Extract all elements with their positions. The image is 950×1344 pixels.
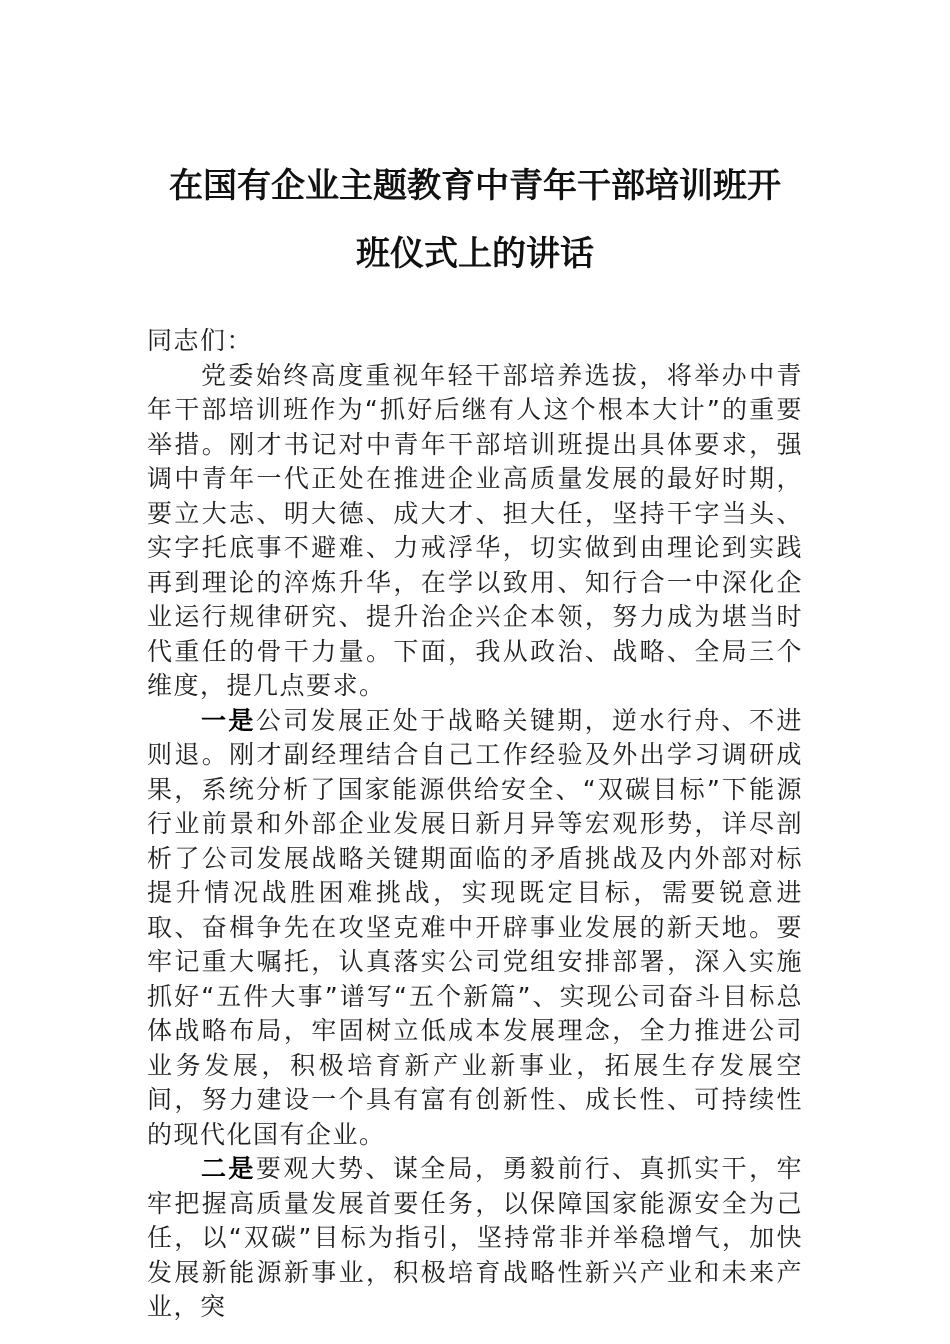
paragraph-1: [147, 359, 803, 704]
paragraph-1-text: 党委始终高度重视年轻干部培养选拔，将举办中青年干部培训班作为“抓好后继有人这个根本大计”的重要举措。刚才书记对中青年干部培训班提出具体要求，强调中青年一代正处在推进企业高质量发展的最好时期，要立大志、明大德、成大才、担大任，坚持干字当头、实字托底事不避难、力戒浮华，切实做到由理论到实践再到理论的淬炼升华，在学以致用、知行合一中深化企业运行规律研究、提升治企兴企本领，努力成为堪当时代重任的骨干力量。下面，我从政治、战略、全局三个维度，提几点要求。: [147, 360, 803, 700]
document-title-line-2: 班仪式上的讲话: [356, 234, 594, 274]
salutation: 同志们：: [147, 326, 254, 355]
paragraph-3: [147, 1152, 803, 1325]
paragraph-3-text: 要观大势、谋全局，勇毅前行、真抓实干，牢牢把握高质量发展首要任务，以保障国家能源安全为己任，以“双碳”目标为指引，坚持常非并举稳增气，加快发展新能源新事业，积极培育战略性新兴产业和未来产业，突: [147, 1154, 803, 1321]
paragraph-2: [147, 704, 803, 1153]
paragraph-2-lead: 一是: [201, 705, 256, 735]
paragraph-2-text: 公司发展正处于战略关键期，逆水行舟、不进则退。刚才副经理结合自己工作经验及外出学习调研成果，系统分析了国家能源供给安全、“双碳目标”下能源行业前景和外部企业发展日新月异等宏观形势，详尽剖析了公司发展战略关键期面临的矛盾挑战及内外部对标提升情况战胜困难挑战，实现既定目标，需要锐意进取、奋楫争先在攻坚克难中开辟事业发展的新天地。要牢记重大嘱托，认真落实公司党组安排部署，深入实施抓好“五件大事”谱写“五个新篇”、实现公司奋斗目标总体战略布局，牢固树立低成本发展理念，全力推进公司业务发展，积极培育新产业新事业，拓展生存发展空间，努力建设一个具有富有创新性、成长性、可持续性的现代化国有企业。: [147, 705, 803, 1149]
document-body: [147, 324, 803, 1325]
document-title-line-1: 在国有企业主题教育中青年干部培训班开: [169, 166, 781, 206]
paragraph-3-lead: 二是: [201, 1154, 256, 1183]
